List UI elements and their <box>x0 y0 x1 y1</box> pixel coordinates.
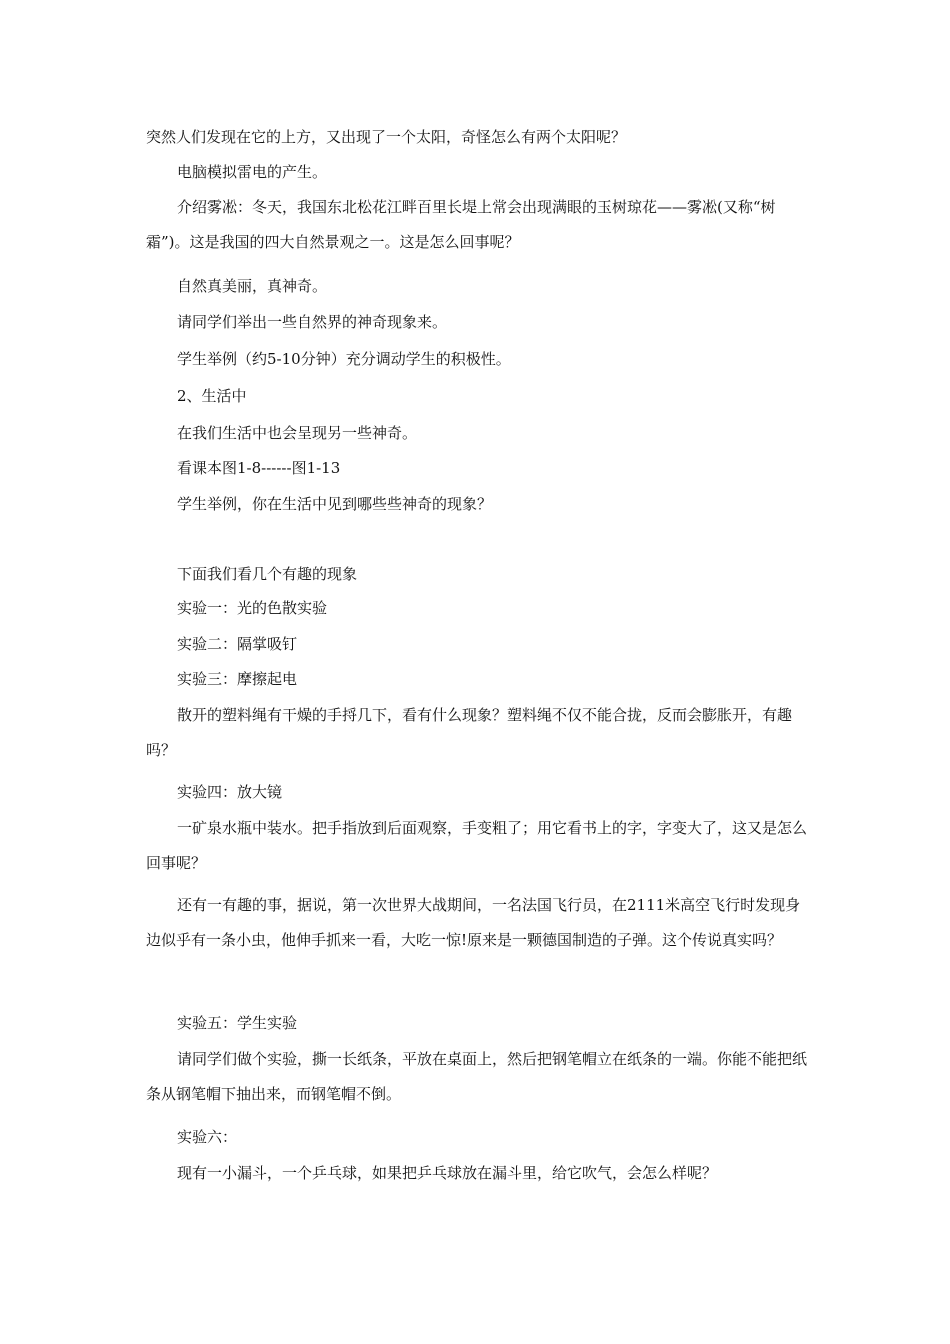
paragraph-plastic-rope: 散开的塑料绳有干燥的手捋几下，看有什么现象？塑料绳不仅不能合拢，反而会膨胀开，有趣吗？ <box>146 706 793 759</box>
experiment-1-title: 实验一：光的色散实验 <box>177 599 328 617</box>
paragraph-life-wonders: 在我们生活中也会呈现另一些神奇。 <box>177 424 418 442</box>
section-heading-daily-life: 2、生活中 <box>177 387 247 405</box>
paragraph-textbook-figures: 看课本图1-8------图1-13 <box>177 459 341 477</box>
experiment-3-title: 实验三：摩擦起电 <box>177 670 298 688</box>
experiment-4-title: 实验四：放大镜 <box>177 783 283 801</box>
paragraph-lightning-simulation: 电脑模拟雷电的产生。 <box>177 163 328 181</box>
paragraph-two-suns: 突然人们发现在它的上方，又出现了一个太阳，奇怪怎么有两个太阳呢？ <box>146 128 627 146</box>
paragraph-student-examples: 学生举例（约5-10分钟）充分调动学生的积极性。 <box>177 350 511 368</box>
paragraph-nature-beautiful: 自然真美丽，真神奇。 <box>177 277 328 295</box>
paragraph-funnel-ping-pong: 现有一小漏斗，一个乒乓球，如果把乒乓球放在漏斗里，给它吹气，会怎么样呢？ <box>177 1164 718 1182</box>
paragraph-rime-introduction: 介绍雾凇：冬天，我国东北松花江畔百里长堤上常会出现满眼的玉树琼花——雾凇(又称“树霜”)。这是我国的四大自然景观之一。这是怎么回事呢？ <box>146 198 776 251</box>
paragraph-paper-strip-pen-cap: 请同学们做个实验，撕一长纸条，平放在桌面上，然后把钢笔帽立在纸条的一端。你能不能把纸条从钢笔帽下抽出来，而钢笔帽不倒。 <box>146 1050 808 1103</box>
paragraph-magnifier-bottle: 一矿泉水瓶中装水。把手指放到后面观察，手变粗了；用它看书上的字，字变大了，这又是怎么回事呢？ <box>146 819 808 872</box>
paragraph-life-examples: 学生举例，你在生活中见到哪些些神奇的现象？ <box>177 495 493 513</box>
paragraph-interesting-phenomena: 下面我们看几个有趣的现象 <box>177 565 358 583</box>
paragraph-ask-nature-phenomena: 请同学们举出一些自然界的神奇现象来。 <box>177 313 448 331</box>
experiment-2-title: 实验二：隔掌吸钉 <box>177 635 298 653</box>
experiment-5-title: 实验五：学生实验 <box>177 1014 298 1032</box>
experiment-6-title: 实验六： <box>177 1128 238 1146</box>
paragraph-pilot-bullet: 还有一有趣的事，据说，第一次世界大战期间，一名法国飞行员，在2111米高空飞行时发现身边似乎有一条小虫，他伸手抓来一看，大吃一惊!原来是一颗德国制造的子弹。这个传说真实吗？ <box>146 896 801 949</box>
